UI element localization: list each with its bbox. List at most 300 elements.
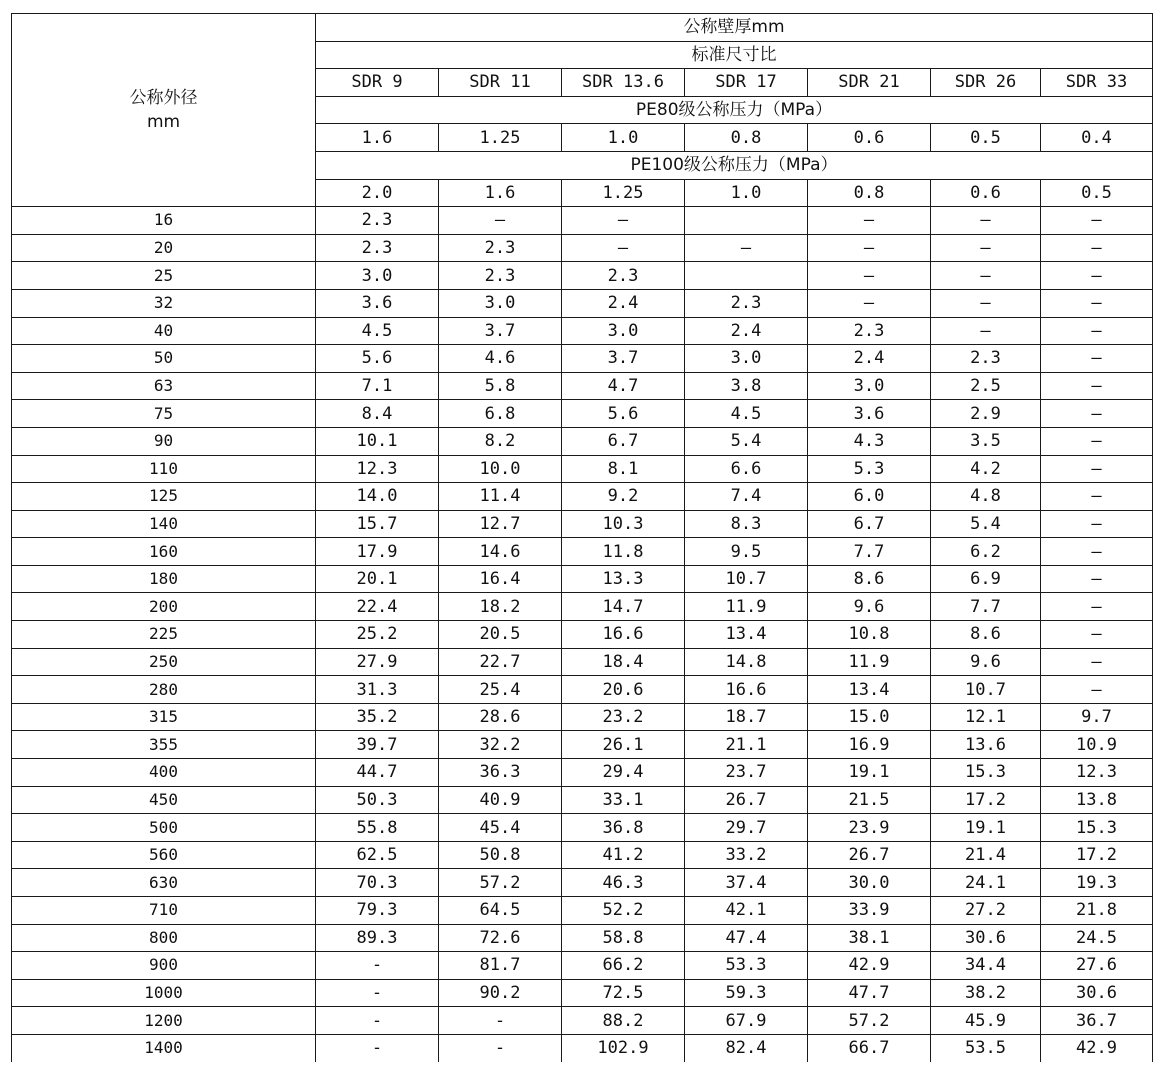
outer-diameter-cell: 225 <box>12 621 316 649</box>
wall-thickness-cell: — <box>1041 621 1153 649</box>
wall-thickness-cell: 55.8 <box>316 814 439 842</box>
wall-thickness-cell: 8.1 <box>562 455 685 483</box>
wall-thickness-cell <box>685 262 808 290</box>
wall-thickness-cell: 37.4 <box>685 869 808 897</box>
outer-diameter-cell: 315 <box>12 703 316 731</box>
wall-thickness-cell: 13.8 <box>1041 786 1153 814</box>
wall-thickness-header: 公称壁厚mm <box>316 14 1153 42</box>
wall-thickness-cell: — <box>1041 565 1153 593</box>
wall-thickness-cell: — <box>1041 593 1153 621</box>
wall-thickness-cell: 2.3 <box>685 289 808 317</box>
wall-thickness-cell: 30.6 <box>931 924 1041 952</box>
wall-thickness-cell: — <box>1041 234 1153 262</box>
sdr-cell: SDR 9 <box>316 69 439 97</box>
wall-thickness-cell: 4.3 <box>808 427 931 455</box>
wall-thickness-cell: 18.4 <box>562 648 685 676</box>
table-row <box>12 648 1153 676</box>
wall-thickness-cell: — <box>1041 483 1153 511</box>
outer-diameter-cell: 1000 <box>12 979 316 1007</box>
wall-thickness-cell: 2.3 <box>439 262 562 290</box>
wall-thickness-cell: 30.0 <box>808 869 931 897</box>
wall-thickness-cell: 23.2 <box>562 703 685 731</box>
outer-diameter-cell: 40 <box>12 317 316 345</box>
wall-thickness-cell: — <box>439 207 562 235</box>
wall-thickness-cell: 25.4 <box>439 676 562 704</box>
wall-thickness-cell: 38.2 <box>931 979 1041 1007</box>
outer-diameter-cell: 140 <box>12 510 316 538</box>
outer-diameter-cell: 710 <box>12 897 316 925</box>
table-row <box>12 289 1153 317</box>
outer-diameter-header <box>12 14 316 207</box>
wall-thickness-cell: 11.9 <box>685 593 808 621</box>
wall-thickness-cell: 45.9 <box>931 1007 1041 1035</box>
wall-thickness-cell: — <box>808 289 931 317</box>
outer-diameter-cell: 630 <box>12 869 316 897</box>
wall-thickness-cell: — <box>1041 400 1153 428</box>
sdr-cell: SDR 26 <box>931 69 1041 97</box>
table-row <box>12 1007 1153 1035</box>
outer-diameter-cell: 32 <box>12 289 316 317</box>
wall-thickness-cell: 42.9 <box>1041 1034 1153 1061</box>
wall-thickness-cell: 70.3 <box>316 869 439 897</box>
wall-thickness-cell: 53.3 <box>685 952 808 980</box>
table-row <box>12 676 1153 704</box>
wall-thickness-cell: 4.8 <box>931 483 1041 511</box>
wall-thickness-cell: 22.4 <box>316 593 439 621</box>
wall-thickness-cell: 41.2 <box>562 841 685 869</box>
wall-thickness-cell: 3.6 <box>316 289 439 317</box>
wall-thickness-cell: 13.4 <box>685 621 808 649</box>
wall-thickness-cell: 21.8 <box>1041 897 1153 925</box>
outer-diameter-cell: 75 <box>12 400 316 428</box>
pe80-pressure-cell: 0.5 <box>931 124 1041 152</box>
wall-thickness-cell: 5.4 <box>931 510 1041 538</box>
wall-thickness-cell: 14.8 <box>685 648 808 676</box>
wall-thickness-cell: 18.2 <box>439 593 562 621</box>
wall-thickness-cell: 42.9 <box>808 952 931 980</box>
wall-thickness-cell: 7.7 <box>808 538 931 566</box>
wall-thickness-cell: 4.2 <box>931 455 1041 483</box>
wall-thickness-cell: 16.6 <box>685 676 808 704</box>
pe-pipe-wall-thickness-table <box>11 13 1153 1062</box>
wall-thickness-cell: 3.0 <box>808 372 931 400</box>
wall-thickness-cell: — <box>562 234 685 262</box>
outer-diameter-cell: 63 <box>12 372 316 400</box>
pe100-pressure-cell: 1.0 <box>685 179 808 207</box>
wall-thickness-cell: 66.7 <box>808 1034 931 1061</box>
wall-thickness-cell: — <box>685 234 808 262</box>
pe80-pressure-cell: 1.25 <box>439 124 562 152</box>
pe80-pressure-cell: 0.6 <box>808 124 931 152</box>
wall-thickness-cell: 88.2 <box>562 1007 685 1035</box>
wall-thickness-cell: 17.9 <box>316 538 439 566</box>
wall-thickness-cell: 90.2 <box>439 979 562 1007</box>
wall-thickness-cell: 6.6 <box>685 455 808 483</box>
wall-thickness-cell: 34.4 <box>931 952 1041 980</box>
wall-thickness-cell: 10.3 <box>562 510 685 538</box>
wall-thickness-cell: 15.3 <box>1041 814 1153 842</box>
wall-thickness-cell: — <box>562 207 685 235</box>
wall-thickness-cell: 14.6 <box>439 538 562 566</box>
wall-thickness-cell <box>685 207 808 235</box>
wall-thickness-cell: 8.2 <box>439 427 562 455</box>
sdr-header: 标准尺寸比 <box>316 41 1153 69</box>
table-row <box>12 897 1153 925</box>
wall-thickness-cell: 12.3 <box>316 455 439 483</box>
outer-diameter-label: 公称外径 <box>129 88 198 109</box>
wall-thickness-cell: — <box>931 207 1041 235</box>
wall-thickness-cell: 10.7 <box>685 565 808 593</box>
wall-thickness-cell: — <box>1041 289 1153 317</box>
table-row <box>12 731 1153 759</box>
wall-thickness-cell: 20.5 <box>439 621 562 649</box>
wall-thickness-cell: 17.2 <box>931 786 1041 814</box>
wall-thickness-cell: 10.9 <box>1041 731 1153 759</box>
wall-thickness-cell: 46.3 <box>562 869 685 897</box>
wall-thickness-cell: 13.4 <box>808 676 931 704</box>
wall-thickness-cell: 27.2 <box>931 897 1041 925</box>
wall-thickness-cell: 9.2 <box>562 483 685 511</box>
wall-thickness-cell: 19.1 <box>931 814 1041 842</box>
wall-thickness-cell: 2.3 <box>931 345 1041 373</box>
wall-thickness-cell: - <box>316 1007 439 1035</box>
wall-thickness-cell: 18.7 <box>685 703 808 731</box>
wall-thickness-cell: 3.8 <box>685 372 808 400</box>
wall-thickness-cell: 59.3 <box>685 979 808 1007</box>
wall-thickness-cell: 2.3 <box>439 234 562 262</box>
wall-thickness-cell: 5.6 <box>316 345 439 373</box>
wall-thickness-cell: — <box>1041 455 1153 483</box>
wall-thickness-cell: 33.1 <box>562 786 685 814</box>
wall-thickness-cell: 3.5 <box>931 427 1041 455</box>
table-row <box>12 869 1153 897</box>
wall-thickness-cell: 27.9 <box>316 648 439 676</box>
outer-diameter-cell: 90 <box>12 427 316 455</box>
outer-diameter-cell: 355 <box>12 731 316 759</box>
wall-thickness-cell: 21.5 <box>808 786 931 814</box>
outer-diameter-cell: 800 <box>12 924 316 952</box>
wall-thickness-cell: 20.1 <box>316 565 439 593</box>
wall-thickness-cell: 31.3 <box>316 676 439 704</box>
wall-thickness-cell: 13.6 <box>931 731 1041 759</box>
wall-thickness-cell: 19.1 <box>808 759 931 787</box>
wall-thickness-cell: 15.3 <box>931 759 1041 787</box>
wall-thickness-cell: 81.7 <box>439 952 562 980</box>
wall-thickness-cell: 11.8 <box>562 538 685 566</box>
wall-thickness-cell: 15.0 <box>808 703 931 731</box>
outer-diameter-cell: 125 <box>12 483 316 511</box>
sdr-cell: SDR 11 <box>439 69 562 97</box>
wall-thickness-cell: 9.7 <box>1041 703 1153 731</box>
wall-thickness-cell: 24.1 <box>931 869 1041 897</box>
outer-diameter-cell: 25 <box>12 262 316 290</box>
table-row <box>12 565 1153 593</box>
outer-diameter-cell: 900 <box>12 952 316 980</box>
wall-thickness-cell: 12.3 <box>1041 759 1153 787</box>
wall-thickness-cell: 19.3 <box>1041 869 1153 897</box>
wall-thickness-cell: 29.7 <box>685 814 808 842</box>
wall-thickness-cell: 10.8 <box>808 621 931 649</box>
wall-thickness-cell: 5.3 <box>808 455 931 483</box>
wall-thickness-cell: 53.5 <box>931 1034 1041 1061</box>
wall-thickness-cell: 15.7 <box>316 510 439 538</box>
sdr-cell: SDR 21 <box>808 69 931 97</box>
wall-thickness-cell: — <box>1041 510 1153 538</box>
table-row <box>12 345 1153 373</box>
wall-thickness-cell: 8.6 <box>931 621 1041 649</box>
wall-thickness-cell: 26.7 <box>685 786 808 814</box>
outer-diameter-cell: 180 <box>12 565 316 593</box>
outer-diameter-cell: 560 <box>12 841 316 869</box>
wall-thickness-cell: 23.7 <box>685 759 808 787</box>
wall-thickness-cell: — <box>1041 372 1153 400</box>
wall-thickness-cell: — <box>1041 207 1153 235</box>
wall-thickness-cell: 36.3 <box>439 759 562 787</box>
wall-thickness-cell: 16.9 <box>808 731 931 759</box>
wall-thickness-cell: 3.6 <box>808 400 931 428</box>
wall-thickness-cell: 72.6 <box>439 924 562 952</box>
sdr-cell: SDR 13.6 <box>562 69 685 97</box>
wall-thickness-cell: 5.4 <box>685 427 808 455</box>
pe100-pressure-cell: 0.5 <box>1041 179 1153 207</box>
table-row <box>12 703 1153 731</box>
wall-thickness-cell: 10.0 <box>439 455 562 483</box>
outer-diameter-cell: 110 <box>12 455 316 483</box>
wall-thickness-cell: 102.9 <box>562 1034 685 1061</box>
wall-thickness-cell: 8.6 <box>808 565 931 593</box>
outer-diameter-cell: 500 <box>12 814 316 842</box>
table-row <box>12 841 1153 869</box>
wall-thickness-cell: 20.6 <box>562 676 685 704</box>
wall-thickness-cell: 14.7 <box>562 593 685 621</box>
wall-thickness-cell: 3.7 <box>439 317 562 345</box>
wall-thickness-cell: 11.9 <box>808 648 931 676</box>
wall-thickness-cell: 7.7 <box>931 593 1041 621</box>
wall-thickness-cell: 2.9 <box>931 400 1041 428</box>
wall-thickness-cell: — <box>1041 676 1153 704</box>
wall-thickness-cell: 3.0 <box>685 345 808 373</box>
wall-thickness-cell: 6.8 <box>439 400 562 428</box>
wall-thickness-cell: - <box>439 1034 562 1061</box>
wall-thickness-cell: 3.0 <box>316 262 439 290</box>
wall-thickness-cell: 50.8 <box>439 841 562 869</box>
wall-thickness-cell: 12.7 <box>439 510 562 538</box>
pe100-pressure-cell: 1.6 <box>439 179 562 207</box>
outer-diameter-cell: 400 <box>12 759 316 787</box>
wall-thickness-cell: 42.1 <box>685 897 808 925</box>
wall-thickness-cell: 6.2 <box>931 538 1041 566</box>
wall-thickness-cell: 3.0 <box>439 289 562 317</box>
outer-diameter-cell: 250 <box>12 648 316 676</box>
wall-thickness-cell: 66.2 <box>562 952 685 980</box>
wall-thickness-cell: 17.2 <box>1041 841 1153 869</box>
wall-thickness-cell: 23.9 <box>808 814 931 842</box>
wall-thickness-cell: 58.8 <box>562 924 685 952</box>
wall-thickness-cell: 16.4 <box>439 565 562 593</box>
wall-thickness-cell: — <box>1041 648 1153 676</box>
wall-thickness-cell: — <box>808 207 931 235</box>
table-row <box>12 979 1153 1007</box>
pe100-pressure-cell: 2.0 <box>316 179 439 207</box>
table-row <box>12 317 1153 345</box>
wall-thickness-cell: 3.0 <box>562 317 685 345</box>
wall-thickness-cell: 2.3 <box>316 234 439 262</box>
wall-thickness-cell: 22.7 <box>439 648 562 676</box>
wall-thickness-cell: 4.7 <box>562 372 685 400</box>
table-row <box>12 814 1153 842</box>
wall-thickness-cell: 2.4 <box>562 289 685 317</box>
wall-thickness-cell: 21.1 <box>685 731 808 759</box>
table-row <box>12 924 1153 952</box>
wall-thickness-cell: 29.4 <box>562 759 685 787</box>
wall-thickness-cell: — <box>1041 345 1153 373</box>
wall-thickness-cell: 33.9 <box>808 897 931 925</box>
outer-diameter-cell: 1200 <box>12 1007 316 1035</box>
table-row <box>12 483 1153 511</box>
table-row <box>12 234 1153 262</box>
wall-thickness-cell: 25.2 <box>316 621 439 649</box>
wall-thickness-cell: 2.4 <box>808 345 931 373</box>
wall-thickness-cell: 82.4 <box>685 1034 808 1061</box>
wall-thickness-cell: 67.9 <box>685 1007 808 1035</box>
wall-thickness-cell: 33.2 <box>685 841 808 869</box>
wall-thickness-cell: — <box>1041 317 1153 345</box>
pe80-pressure-cell: 1.6 <box>316 124 439 152</box>
wall-thickness-cell: 79.3 <box>316 897 439 925</box>
wall-thickness-cell: 16.6 <box>562 621 685 649</box>
table-row <box>12 538 1153 566</box>
wall-thickness-cell: — <box>1041 262 1153 290</box>
wall-thickness-cell: 9.6 <box>931 648 1041 676</box>
table-row <box>12 759 1153 787</box>
wall-thickness-cell: 50.3 <box>316 786 439 814</box>
wall-thickness-cell: 3.7 <box>562 345 685 373</box>
wall-thickness-cell: — <box>1041 427 1153 455</box>
table-row <box>12 593 1153 621</box>
outer-diameter-cell: 200 <box>12 593 316 621</box>
table-row <box>12 1034 1153 1061</box>
wall-thickness-cell: 10.7 <box>931 676 1041 704</box>
table-row <box>12 400 1153 428</box>
outer-diameter-cell: 16 <box>12 207 316 235</box>
wall-thickness-cell: 2.3 <box>316 207 439 235</box>
table-row <box>12 786 1153 814</box>
outer-diameter-cell: 20 <box>12 234 316 262</box>
wall-thickness-cell: 28.6 <box>439 703 562 731</box>
wall-thickness-cell: 13.3 <box>562 565 685 593</box>
wall-thickness-cell: 6.7 <box>562 427 685 455</box>
wall-thickness-cell: 36.7 <box>1041 1007 1153 1035</box>
outer-diameter-cell: 280 <box>12 676 316 704</box>
wall-thickness-cell: 72.5 <box>562 979 685 1007</box>
table-row <box>12 207 1153 235</box>
wall-thickness-cell: 89.3 <box>316 924 439 952</box>
wall-thickness-cell: 7.4 <box>685 483 808 511</box>
wall-thickness-cell: 47.4 <box>685 924 808 952</box>
pe100-pressure-cell: 0.6 <box>931 179 1041 207</box>
wall-thickness-cell: — <box>931 262 1041 290</box>
wall-thickness-cell: 10.1 <box>316 427 439 455</box>
wall-thickness-cell: 27.6 <box>1041 952 1153 980</box>
wall-thickness-cell: 47.7 <box>808 979 931 1007</box>
wall-thickness-cell: 62.5 <box>316 841 439 869</box>
outer-diameter-unit: mm <box>146 112 181 133</box>
wall-thickness-cell: 32.2 <box>439 731 562 759</box>
wall-thickness-cell: — <box>931 234 1041 262</box>
table-row <box>12 455 1153 483</box>
wall-thickness-cell: 44.7 <box>316 759 439 787</box>
wall-thickness-cell: - <box>439 1007 562 1035</box>
wall-thickness-cell: 2.4 <box>685 317 808 345</box>
wall-thickness-cell: — <box>808 262 931 290</box>
wall-thickness-cell: — <box>808 234 931 262</box>
wall-thickness-cell: 39.7 <box>316 731 439 759</box>
pe100-pressure-cell: 1.25 <box>562 179 685 207</box>
wall-thickness-cell: 6.9 <box>931 565 1041 593</box>
wall-thickness-cell: 5.6 <box>562 400 685 428</box>
sdr-cell: SDR 33 <box>1041 69 1153 97</box>
wall-thickness-cell: 2.5 <box>931 372 1041 400</box>
sdr-cell: SDR 17 <box>685 69 808 97</box>
pe80-pressure-cell: 0.4 <box>1041 124 1153 152</box>
table-row <box>12 510 1153 538</box>
wall-thickness-cell: 40.9 <box>439 786 562 814</box>
wall-thickness-cell: — <box>931 289 1041 317</box>
wall-thickness-cell: 4.5 <box>316 317 439 345</box>
wall-thickness-cell: 2.3 <box>562 262 685 290</box>
wall-thickness-cell: 2.3 <box>808 317 931 345</box>
wall-thickness-cell: 57.2 <box>808 1007 931 1035</box>
wall-thickness-cell: 4.5 <box>685 400 808 428</box>
wall-thickness-cell: - <box>316 979 439 1007</box>
outer-diameter-cell: 450 <box>12 786 316 814</box>
pe100-header: PE100级公称压力（MPa） <box>316 151 1153 179</box>
wall-thickness-cell: 9.6 <box>808 593 931 621</box>
wall-thickness-cell: 57.2 <box>439 869 562 897</box>
wall-thickness-cell: — <box>1041 538 1153 566</box>
pe80-header: PE80级公称压力（MPa） <box>316 96 1153 124</box>
wall-thickness-cell: 6.7 <box>808 510 931 538</box>
wall-thickness-cell: 8.3 <box>685 510 808 538</box>
table-row <box>12 952 1153 980</box>
wall-thickness-cell: 38.1 <box>808 924 931 952</box>
wall-thickness-cell: 26.7 <box>808 841 931 869</box>
wall-thickness-cell: 24.5 <box>1041 924 1153 952</box>
wall-thickness-cell: 64.5 <box>439 897 562 925</box>
table-row <box>12 621 1153 649</box>
wall-thickness-cell: 11.4 <box>439 483 562 511</box>
pe80-pressure-cell: 0.8 <box>685 124 808 152</box>
wall-thickness-cell: - <box>316 1034 439 1061</box>
wall-thickness-cell: 14.0 <box>316 483 439 511</box>
wall-thickness-cell: 9.5 <box>685 538 808 566</box>
wall-thickness-cell: 8.4 <box>316 400 439 428</box>
wall-thickness-cell: 30.6 <box>1041 979 1153 1007</box>
wall-thickness-cell: 35.2 <box>316 703 439 731</box>
wall-thickness-cell: 12.1 <box>931 703 1041 731</box>
wall-thickness-cell: - <box>316 952 439 980</box>
wall-thickness-cell: 21.4 <box>931 841 1041 869</box>
outer-diameter-cell: 1400 <box>12 1034 316 1061</box>
table-row <box>12 427 1153 455</box>
wall-thickness-cell: 45.4 <box>439 814 562 842</box>
wall-thickness-cell: 36.8 <box>562 814 685 842</box>
wall-thickness-cell: 7.1 <box>316 372 439 400</box>
table-row <box>12 372 1153 400</box>
table-row <box>12 262 1153 290</box>
pe80-pressure-cell: 1.0 <box>562 124 685 152</box>
wall-thickness-cell: 6.0 <box>808 483 931 511</box>
